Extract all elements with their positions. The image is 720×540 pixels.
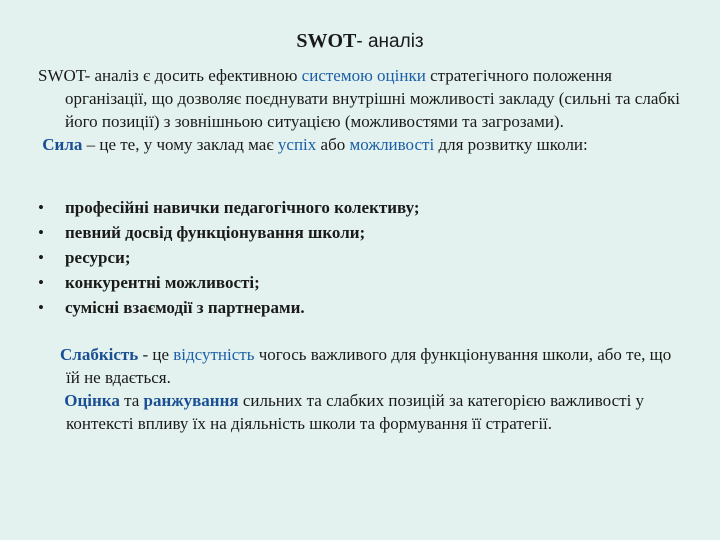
title-main: SWOT [296,30,357,52]
weakness-label: Слабкість [60,345,139,364]
bullet-marker: • [38,273,44,292]
list-item [38,295,698,320]
list-item [38,195,698,220]
ranking-label: ранжування [143,391,239,410]
strength-highlight-success: успіх [277,135,317,154]
weakness-text-2: чогось важливого для функціонування школи, або те, що їй не вдається. [66,345,672,387]
bullet-marker: • [38,248,44,267]
slide-title [0,30,720,53]
weakness-text-1: - це [138,345,174,364]
strength-label: Сила [42,135,83,154]
strength-list [38,195,698,320]
intro-text-start: SWOT- аналіз є досить ефективною [38,66,302,85]
strength-text-2: або [316,135,350,154]
list-item [38,220,698,245]
weakness-paragraph [60,343,680,389]
bullet-marker: • [38,223,44,242]
strength-paragraph [38,133,698,156]
intro-block [38,64,698,156]
intro-text-end: стратегічного положення організації, що дозволяє поєднувати внутрішні можливості закладу (сильні та слабкі його позиції) з зовнішньою ситуацією (можливостями та загрозами). [65,66,680,131]
evaluation-paragraph [60,389,680,435]
strength-text-3: для розвитку школи: [434,135,588,154]
strength-text-1: – це те, у чому заклад має [82,135,278,154]
list-item [38,245,698,270]
list-item-text: конкурентні можливості; [65,273,260,292]
bullet-marker: • [38,298,44,317]
list-item-text: сумісні взаємодії з партнерами. [65,298,305,317]
bullet-marker: • [38,198,44,217]
intro-highlight: системою оцінки [301,66,426,85]
evaluation-text-1: та [119,391,144,410]
evaluation-text-2: сильних та слабких позицій за категорією важливості у контексті впливу їх на діяльність школи та формування її стратегії. [66,391,645,433]
intro-paragraph [38,64,698,133]
list-item [38,270,698,295]
list-item-text: ресурси; [65,248,131,267]
weakness-highlight: відсутність [173,345,255,364]
list-item-text: професійні навички педагогічного колективу; [65,198,420,217]
evaluation-label: Оцінка [64,391,120,410]
strength-highlight-opportunities: можливості [349,135,435,154]
list-item-text: певний досвід функціонування школи; [65,223,366,242]
title-rest: - аналіз [356,31,424,52]
lower-block [60,343,680,435]
